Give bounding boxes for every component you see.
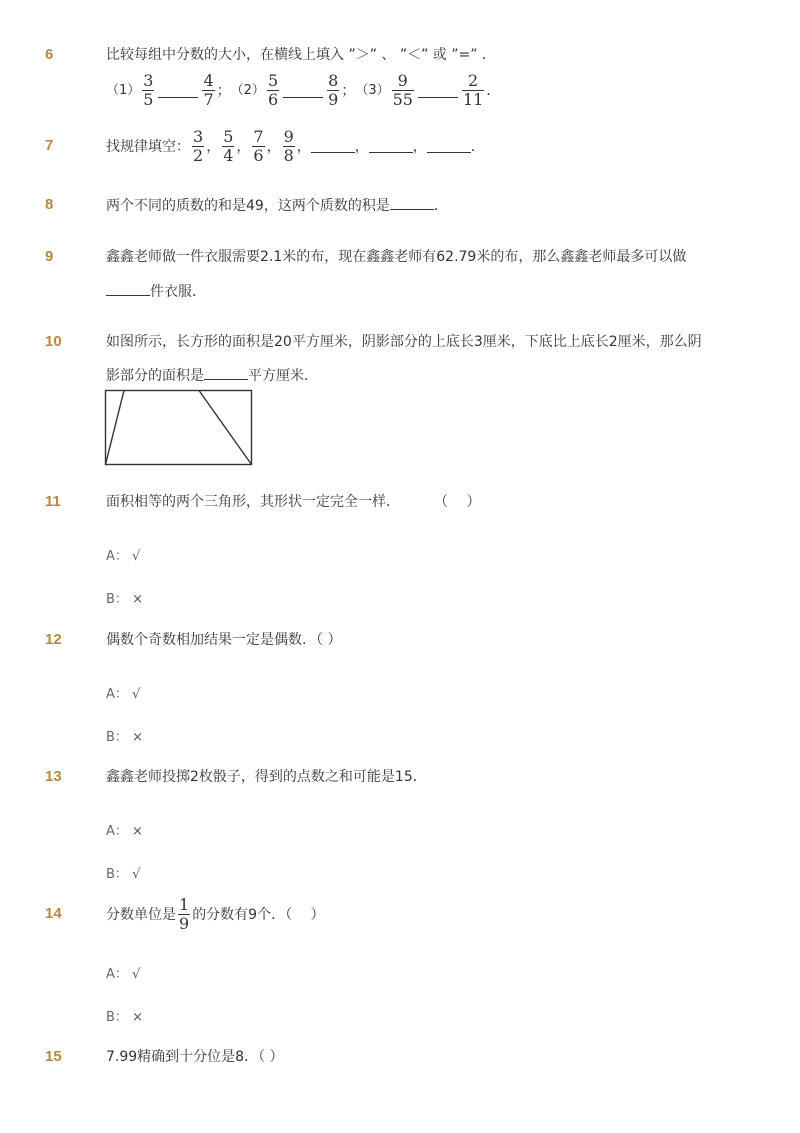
option-b[interactable]: B： × <box>106 592 143 607</box>
question-text-line2: 影部分的面积是 平方厘米． <box>106 368 318 384</box>
question-number: 12 <box>45 631 62 648</box>
question-number: 7 <box>45 137 54 154</box>
option-a[interactable]: A： √ <box>106 687 141 702</box>
question-number: 11 <box>45 493 61 510</box>
fraction: $\frac{1}{9}$ <box>179 895 190 933</box>
question-text-line1: 如图所示，长方形的面积是20平方厘米，阴影部分的上底长3厘米，下底比上底长2厘米，那么阴 <box>106 334 702 350</box>
fraction: $\frac{9}{55}$ <box>392 71 413 109</box>
answer-blank[interactable] <box>418 83 458 98</box>
option-a[interactable]: A： √ <box>106 549 141 564</box>
trapezoid-figure <box>104 389 254 467</box>
question-text: 分数单位是 $\frac{1}{9}$ 的分数有9个．（ ） <box>106 895 325 933</box>
question-number: 10 <box>45 333 62 350</box>
answer-blank[interactable] <box>427 140 471 153</box>
fraction: $\frac{4}{7}$ <box>203 71 214 109</box>
question-number: 13 <box>45 768 62 785</box>
fraction: $\frac{2}{11}$ <box>462 71 484 109</box>
trapezoid-right-edge <box>199 391 252 465</box>
option-b[interactable]: B： × <box>106 1010 143 1025</box>
trapezoid-left-edge <box>106 391 125 465</box>
question-text: 鑫鑫老师投掷2枚骰子，得到的点数之和可能是15． <box>106 769 427 785</box>
answer-blank[interactable] <box>369 140 413 153</box>
answer-blank[interactable] <box>390 197 434 210</box>
option-a[interactable]: A： √ <box>106 967 141 982</box>
question-number: 14 <box>45 905 62 922</box>
fraction: $\frac{3}{5}$ <box>143 71 154 109</box>
answer-blank[interactable] <box>106 283 150 296</box>
question-text: 找规律填空： $\frac{3}{2}$ ， $\frac{5}{4}$ ， $\frac{7}{6}$ ， $\frac{9}{8}$ ， ， ， ． <box>106 127 485 165</box>
option-b[interactable]: B： × <box>106 730 143 745</box>
question-text: 7.99精确到十分位是8．（ ） <box>106 1049 284 1065</box>
question-text: 比较每组中分数的大小，在横线上填入 ”＞” 、 ”＜” 或 ”=” ． <box>106 47 496 63</box>
question-text-line2: 件衣服． <box>106 282 206 302</box>
fraction: $\frac{3}{2}$ <box>193 127 204 165</box>
question-number: 6 <box>45 46 54 63</box>
question-number: 15 <box>45 1048 62 1065</box>
answer-blank[interactable] <box>158 83 198 98</box>
question-text: 两个不同的质数的和是49，这两个质数的积是 ． <box>106 198 448 214</box>
question-text-line1: 鑫鑫老师做一件衣服需要2.1米的布，现在鑫鑫老师有62.79米的布，那么鑫鑫老师最多可以做 <box>106 249 687 265</box>
question-text: 面积相等的两个三角形，其形状一定完全一样． （ ） <box>106 494 481 510</box>
fraction: $\frac{8}{9}$ <box>328 71 339 109</box>
fraction: $\frac{7}{6}$ <box>253 127 264 165</box>
fraction: $\frac{5}{4}$ <box>223 127 234 165</box>
fraction-comparisons: （1） $\frac{3}{5}$ $\frac{4}{7}$ ； （2） $\frac{5}{6}$ $\frac{8}{9}$ ； （3） $\frac{9}{55}$ $\frac{2}{11}$ ． <box>106 71 501 109</box>
option-b[interactable]: B： √ <box>106 867 141 882</box>
question-text: 偶数个奇数相加结果一定是偶数．（ ） <box>106 632 342 648</box>
fraction: $\frac{9}{8}$ <box>283 127 294 165</box>
question-number: 8 <box>45 196 54 213</box>
answer-blank[interactable] <box>283 83 323 98</box>
fraction: $\frac{5}{6}$ <box>267 71 279 109</box>
option-a[interactable]: A： × <box>106 824 143 839</box>
answer-blank[interactable] <box>204 367 248 380</box>
question-number: 9 <box>45 248 54 265</box>
rectangle-outline <box>106 391 252 465</box>
answer-blank[interactable] <box>311 140 355 153</box>
